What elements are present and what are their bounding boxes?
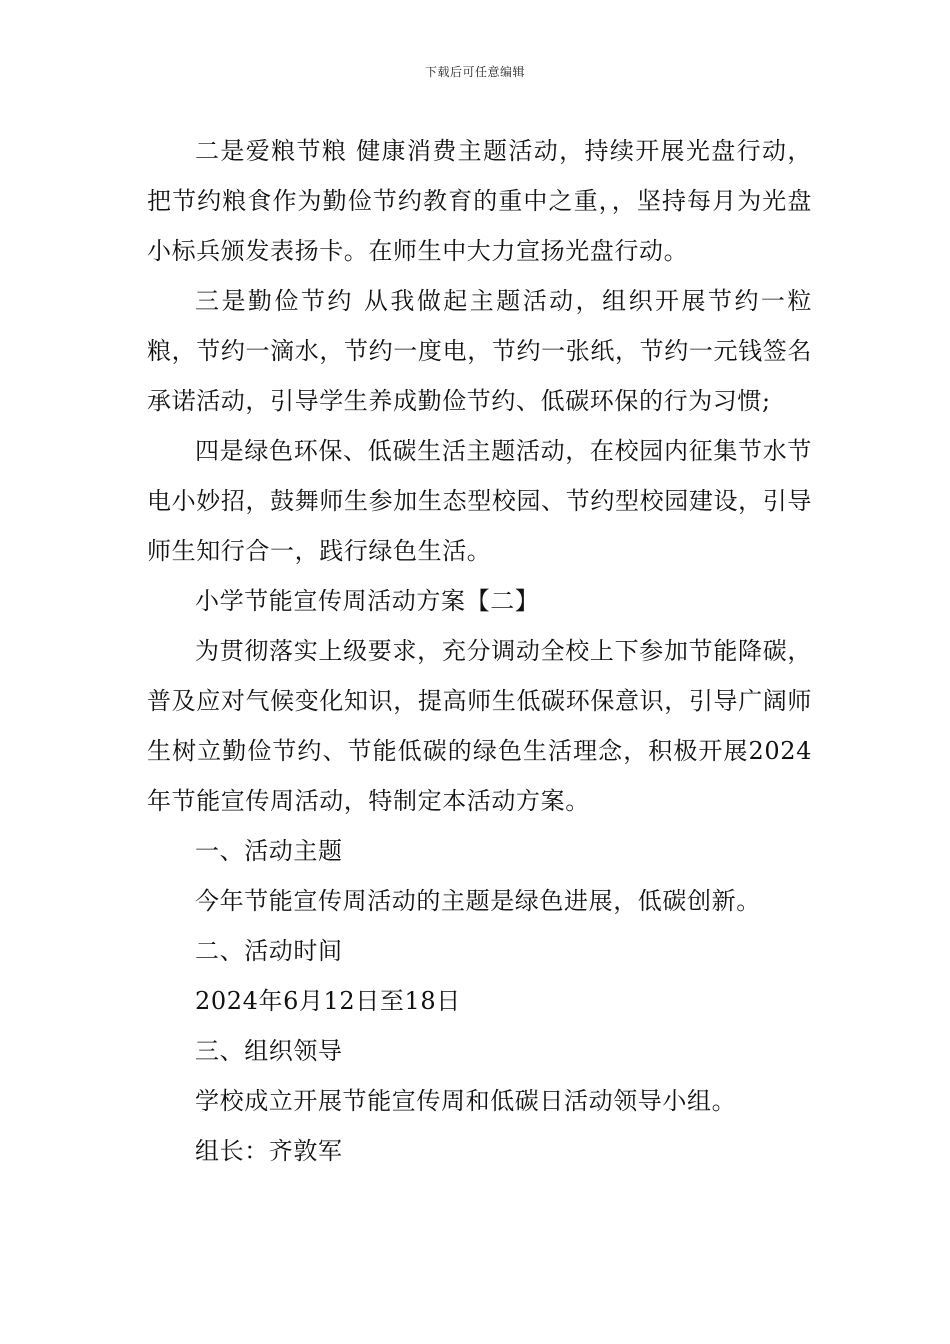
page-header: 下载后可任意编辑	[424, 65, 525, 79]
paragraph-qinJian: 三是勤俭节约 从我做起主题活动，组织开展节约一粒粮，节约一滴水，节约一度电，节约一张纸，节约一元钱签名承诺活动，引导学生养成勤俭节约、低碳环保的行为习惯;	[147, 287, 812, 415]
paragraph-leader: 组长：齐敦军	[195, 1137, 343, 1165]
paragraph-lvSe: 四是绿色环保、低碳生活主题活动，在校园内征集节水节电小妙招，鼓舞师生参加生态型校园、节约型校园建设，引导师生知行合一，践行绿色生活。	[147, 437, 812, 565]
paragraph-leadership: 学校成立开展节能宣传周和低碳日活动领导小组。	[195, 1087, 737, 1115]
paragraph-intro: 为贯彻落实上级要求，充分调动全校上下参加节能降碳，普及应对气候变化知识，提高师生低碳环保意识，引导广阔师生树立勤俭节约、节能低碳的绿色生活理念，积极开展2024年节能宣传周活动，特制定本活动方案。	[147, 637, 812, 815]
document-body	[147, 126, 812, 1176]
paragraph-theme: 今年节能宣传周活动的主题是绿色进展，低碳创新。	[195, 887, 761, 915]
paragraph-time: 2024年6月12日至18日	[195, 987, 461, 1015]
heading-leadership: 三、组织领导	[195, 1037, 343, 1065]
heading-time: 二、活动时间	[195, 937, 343, 965]
section-title-plan-two: 小学节能宣传周活动方案【二】	[195, 587, 540, 615]
paragraph-aiLiang: 二是爱粮节粮 健康消费主题活动，持续开展光盘行动，把节约粮食作为勤俭节约教育的重中之重，，坚持每月为光盘小标兵颁发表扬卡。在师生中大力宣扬光盘行动。	[147, 137, 812, 265]
heading-theme: 一、活动主题	[195, 837, 343, 865]
